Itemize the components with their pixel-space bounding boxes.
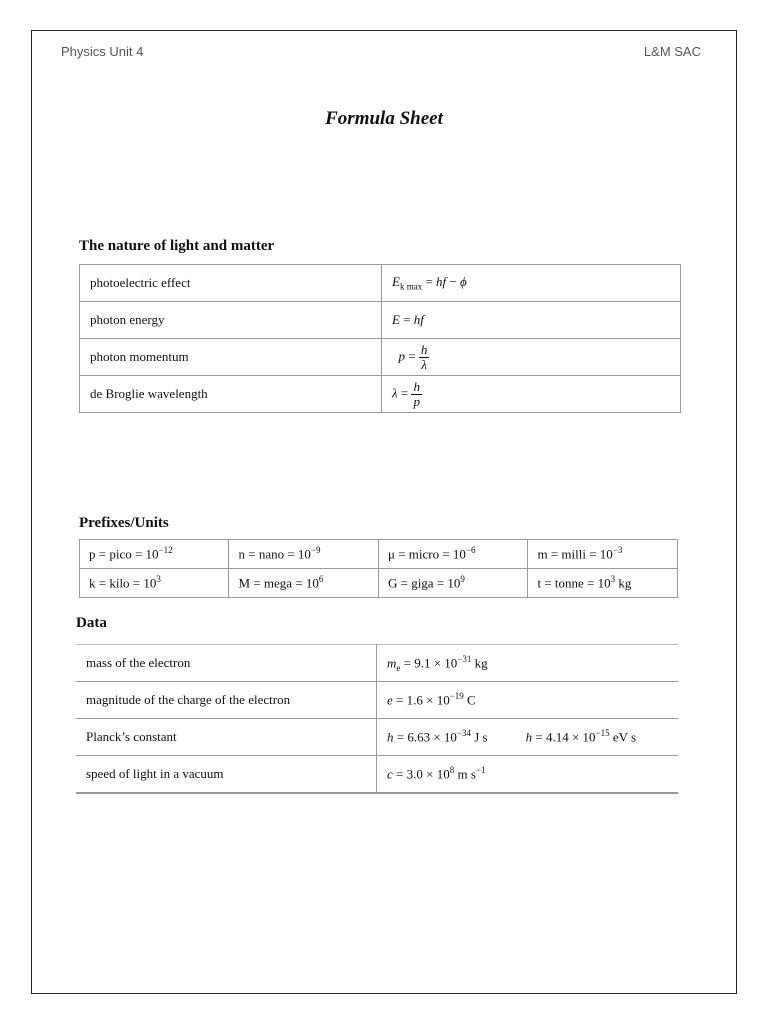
nature-table (79, 264, 681, 413)
table-row (76, 645, 678, 682)
table-row (80, 376, 681, 413)
prefix-cell: M = mega = $10^6$ (229, 569, 378, 598)
header-left: Physics Unit 4 (61, 44, 144, 59)
formula-photon-energy: E = hf (382, 302, 681, 339)
table-row (76, 719, 678, 756)
table-row (80, 339, 681, 376)
data-label: mass of the electron (76, 645, 377, 682)
data-value: $c = 3.0 \times 10^8$ m $s^{-1}$ (377, 756, 679, 794)
data-heading: Data (76, 615, 107, 631)
table-row (80, 265, 681, 302)
data-label: speed of light in a vacuum (76, 756, 377, 794)
prefix-cell: G = giga = $10^9$ (378, 569, 528, 598)
formula-photon-momentum: p = $\frac{h}{\lambda}$ (382, 339, 681, 376)
table-row (76, 682, 678, 719)
nature-label: photon momentum (80, 339, 382, 376)
nature-label: photon energy (80, 302, 382, 339)
prefix-cell: k = kilo = $10^3$ (80, 569, 229, 598)
header-right: L&M SAC (643, 44, 701, 59)
nature-heading: The nature of light and matter (79, 238, 275, 254)
prefixes-heading: Prefixes/Units (79, 515, 169, 531)
prefix-cell: m = milli = $10^{-3}$ (528, 540, 678, 569)
table-row (76, 756, 678, 794)
data-value: $m_e = 9.1 \times 10^{-31}$ kg (377, 645, 679, 682)
prefix-cell: n = nano = $10^{-9}$ (229, 540, 378, 569)
prefix-cell: p = pico = $10^{-12}$ (80, 540, 229, 569)
nature-label: photoelectric effect (80, 265, 382, 302)
page-border (31, 30, 737, 994)
data-table (76, 644, 678, 794)
prefixes-table (79, 539, 678, 598)
prefix-cell: t = tonne = $10^3$ kg (528, 569, 678, 598)
data-label: Planck’s constant (76, 719, 377, 756)
formula-de-broglie: λ = $\frac{h}{p}$ (382, 376, 681, 413)
table-row (80, 540, 678, 569)
prefix-cell: μ = micro = $10^{-6}$ (378, 540, 528, 569)
data-label: magnitude of the charge of the electron (76, 682, 377, 719)
table-row (80, 569, 678, 598)
formula-photoelectric: $E_{k max}$ = hf − ϕ (382, 265, 681, 302)
page-title: Formula Sheet (325, 108, 443, 129)
data-value: $h = 6.63 \times 10^{-34}$ J s $h = 4.14 \times 10^{-15}$ eV s (377, 719, 679, 756)
data-value: $e = 1.6 \times 10^{-19}$ C (377, 682, 679, 719)
table-row (80, 302, 681, 339)
nature-label: de Broglie wavelength (80, 376, 382, 413)
